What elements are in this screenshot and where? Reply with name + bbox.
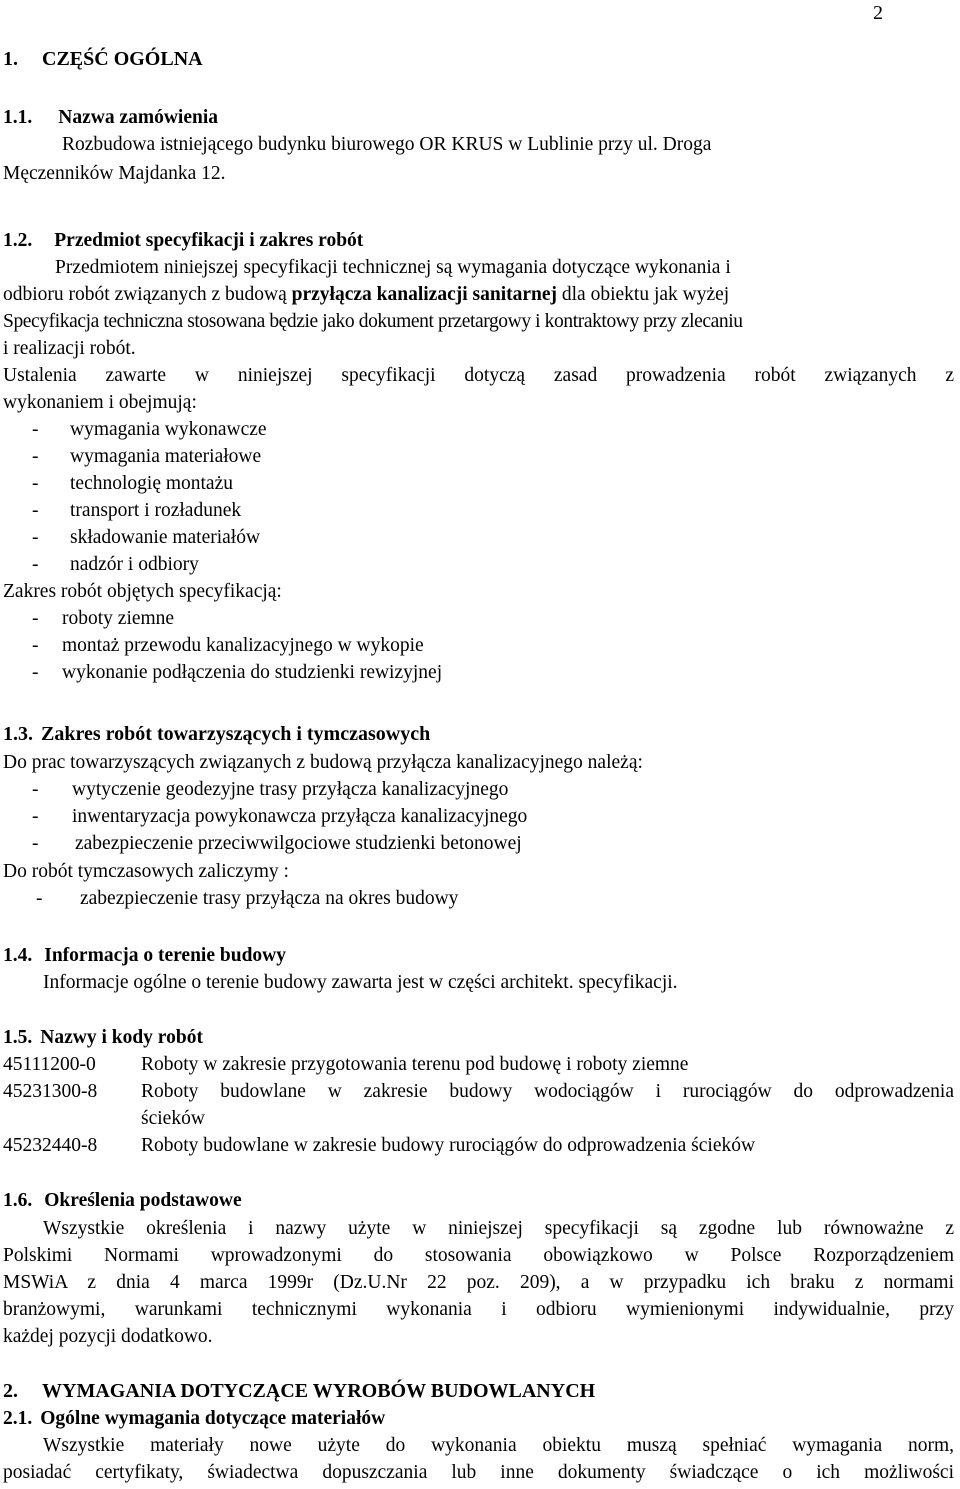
section-1-number: 1. (3, 48, 18, 70)
section-1-4-heading (3, 942, 954, 969)
description-cell: Roboty budowlane w zakresie budowy rurociągów do odprowadzenia ścieków (141, 1135, 756, 1156)
accompanying-intro: Do prac towarzyszących związanych z budową przyłącza kanalizacyjnego należą: (3, 752, 643, 773)
subject-p1-line2-b: dla obiektu jak wyżej (557, 284, 730, 305)
section-1-4-title: Informacja o terenie budowy (44, 945, 286, 966)
code-cell: 45232440-8 (3, 1135, 98, 1156)
description-cell: Roboty w zakresie przygotowania terenu pod budowę i roboty ziemne (141, 1054, 689, 1075)
section-1-6-title: Określenia podstawowe (44, 1190, 242, 1211)
list-item: - zabezpieczenie trasy przyłącza na okres budowy (36, 888, 459, 909)
section-1-title: CZĘŚĆ OGÓLNA (42, 48, 203, 70)
table-row (3, 1051, 954, 1078)
section-1-6-number: 1.6. (3, 1190, 33, 1211)
section-1-1-title: Nazwa zamówienia (58, 107, 219, 128)
list-item: - inwentaryzacja powykonawcza przyłącza kanalizacyjnego (32, 806, 528, 827)
section-1-6-heading (3, 1187, 954, 1214)
list-item: - transport i rozładunek (32, 500, 242, 521)
section-1-2-heading (3, 227, 954, 254)
temporary-list (36, 885, 954, 912)
section-1-3-number: 1.3. (3, 723, 33, 745)
section-1-5-title: Nazwy i kody robót (40, 1027, 203, 1048)
section-1-5-number: 1.5. (3, 1027, 33, 1048)
definitions-line2: Polskimi Normami wprowadzonymi do stosowania obowiązkowo w Polsce Rozporządzeniem (3, 1245, 954, 1266)
subject-p3-line2: wykonaniem i obejmują: (3, 392, 197, 413)
list-item: - wytyczenie geodezyjne trasy przyłącza kanalizacyjnego (32, 779, 509, 800)
order-name-line1: Rozbudowa istniejącego budynku biurowego OR KRUS w Lublinie przy ul. Droga (62, 134, 712, 155)
order-name-line2: Męczenników Majdanka 12. (3, 163, 226, 184)
section-2-1-title: Ogólne wymagania dotyczące materiałów (40, 1408, 386, 1429)
section-2-title: WYMAGANIA DOTYCZĄCE WYROBÓW BUDOWLANYCH (42, 1380, 596, 1402)
subject-p1-line1: Przedmiotem niniejszej specyfikacji technicznej są wymagania dotyczące wykonania i (55, 257, 731, 278)
table-row (3, 1132, 954, 1159)
list-item: - nadzór i odbiory (32, 554, 199, 575)
list-item: - wymagania materiałowe (32, 446, 262, 467)
definitions-line4: branżowymi, warunkami technicznymi wykonania i odbioru wymienionymi indywidualnie, przy (3, 1299, 954, 1320)
section-2-1-heading (3, 1405, 954, 1432)
scope-list-1 (32, 416, 954, 578)
list-item: - składowanie materiałów (32, 527, 261, 548)
section-2-number: 2. (3, 1380, 18, 1402)
code-cell: 45111200-0 (3, 1054, 96, 1075)
list-item: - montaż przewodu kanalizacyjnego w wykopie (32, 635, 424, 656)
section-1-2-number: 1.2. (3, 230, 33, 251)
section-1-2-title: Przedmiot specyfikacji i zakres robót (54, 230, 364, 251)
codes-table (3, 1051, 954, 1159)
section-1-3-heading (3, 721, 954, 748)
accompanying-list (32, 776, 954, 857)
table-row (3, 1078, 954, 1105)
section-2-heading (3, 1378, 954, 1405)
materials-line1: Wszystkie materiały nowe użyte do wykonania obiektu muszą spełniać wymagania norm, (43, 1435, 954, 1456)
definitions-line5: każdej pozycji dodatkowo. (3, 1326, 213, 1347)
description-cell: Roboty budowlane w zakresie budowy wodociągów i rurociągów do odprowadzenia (141, 1081, 954, 1102)
list-item: - wymagania wykonawcze (32, 419, 267, 440)
section-1-3-title: Zakres robót towarzyszących i tymczasowych (41, 723, 431, 745)
description-cell: ścieków (141, 1108, 205, 1129)
list-item: - technologię montażu (32, 473, 233, 494)
subject-p3-line1: Ustalenia zawarte w niniejszej specyfikacji dotyczą zasad prowadzenia robót związanych z (3, 365, 954, 386)
subject-p1-line2 (3, 281, 954, 308)
table-row-continuation (3, 1105, 954, 1132)
list-item: - wykonanie podłączenia do studzienki rewizyjnej (32, 662, 443, 683)
temporary-intro: Do robót tymczasowych zaliczymy : (3, 861, 289, 882)
section-1-heading (3, 46, 954, 73)
section-1-1-number: 1.1. (3, 107, 33, 128)
code-cell: 45231300-8 (3, 1081, 98, 1102)
definitions-line3: MSWiA z dnia 4 marca 1999r (Dz.U.Nr 22 poz. 209), a w przypadku ich braku z normami (3, 1272, 954, 1293)
subject-p2-line2: i realizacji robót. (3, 338, 136, 359)
definitions-line1: Wszystkie określenia i nazwy użyte w niniejszej specyfikacji są zgodne lub równoważne z (43, 1218, 954, 1239)
subject-p1-line2-bold: przyłącza kanalizacji sanitarnej (291, 284, 557, 305)
site-info-text: Informacje ogólne o terenie budowy zawarta jest w części architekt. specyfikacji. (43, 972, 678, 993)
section-1-5-heading (3, 1024, 954, 1051)
section-1-1-heading (3, 104, 954, 131)
section-1-4-number: 1.4. (3, 945, 33, 966)
page-number: 2 (873, 2, 883, 24)
subject-p1-line2-a: odbioru robót związanych z budową (3, 284, 292, 305)
materials-line2: posiadać certyfikaty, świadectwa dopuszczania lub inne dokumenty świadczące o ich możliwości (3, 1462, 954, 1483)
list-item: - zabezpieczenie przeciwwilgociowe studzienki betonowej (32, 833, 522, 854)
subject-p2-line1: Specyfikacja techniczna stosowana będzie jako dokument przetargowy i kontraktowy przy zlecaniu (3, 311, 743, 332)
section-2-1-number: 2.1. (3, 1408, 33, 1429)
scope-list-2 (32, 605, 954, 686)
list-item: - roboty ziemne (32, 608, 175, 629)
scope-intro: Zakres robót objętych specyfikacją: (3, 581, 282, 602)
